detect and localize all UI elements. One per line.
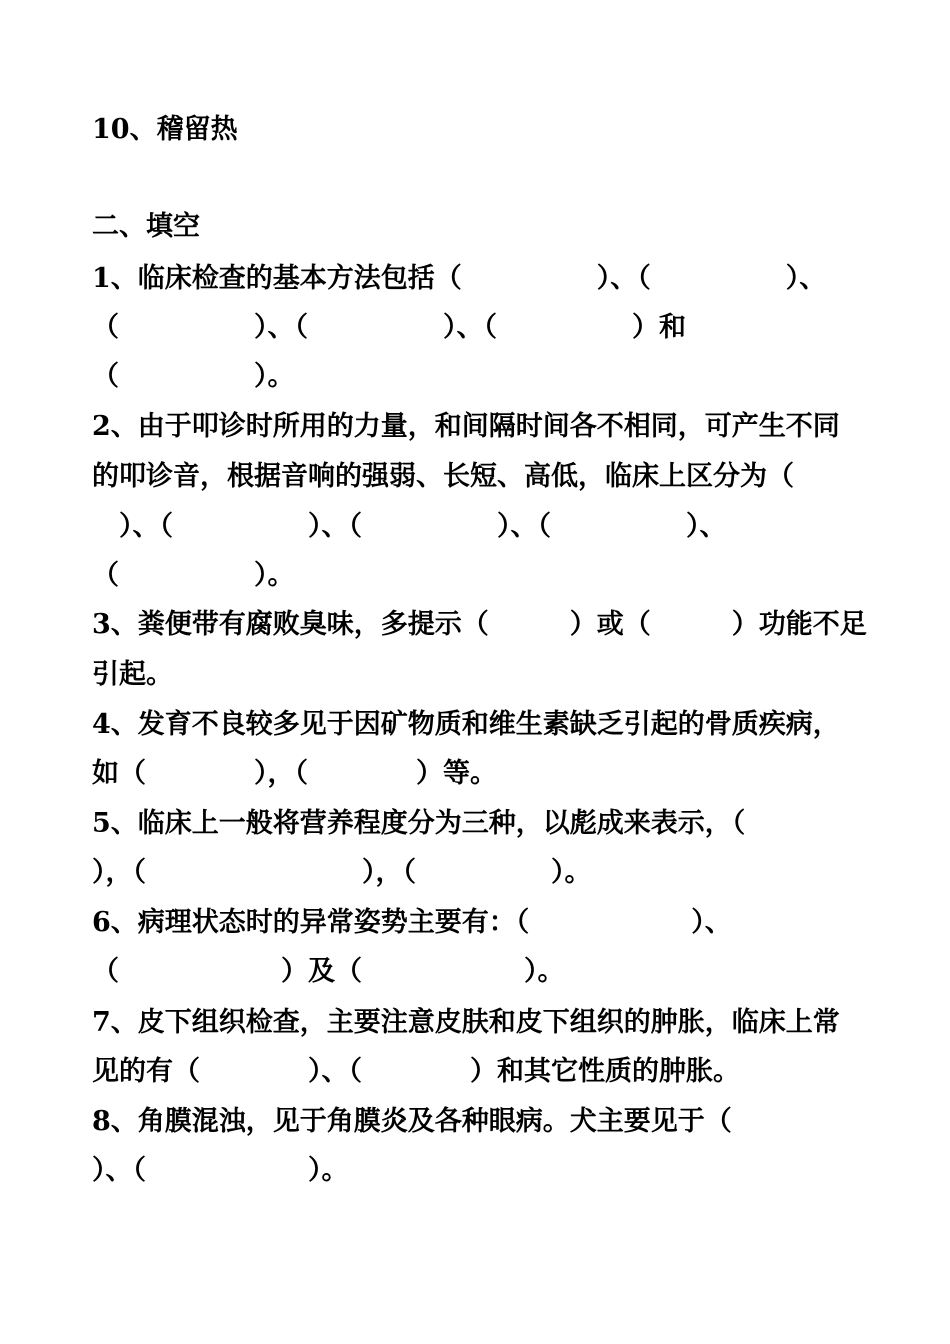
question-2-line-4: （ ）。 [92,560,295,591]
question-5-line-1: 5、临床上一般将营养程度分为三种，以彪成来表示，（ [92,808,746,839]
question-6-line-2: （ ）及（ ）。 [92,956,565,987]
question-4-line-1: 4、发育不良较多见于因矿物质和维生素缺乏引起的骨质疾病， [92,709,840,740]
term-10: 10、稽留热 [92,114,238,145]
question-2-line-1: 2、由于叩诊时所用的力量，和间隔时间各不相同，可产生不同 [92,411,840,442]
question-1-line-3: （ ）。 [92,361,295,392]
question-4-line-2: 如（ ），（ ）等。 [92,758,497,789]
question-3-line-2: 引起。 [92,659,173,690]
question-8-line-1: 8、角膜混浊，见于角膜炎及各种眼病。犬主要见于（ [92,1106,732,1137]
question-5-line-2: ），（ ），（ ）。 [92,857,592,888]
question-3-line-1: 3、粪便带有腐败臭味，多提示（ ）或（ ）功能不足 [92,609,867,640]
question-6-line-1: 6、病理状态时的异常姿势主要有：（ ）、 [92,907,732,938]
question-1-line-1: 1、临床检查的基本方法包括（ ）、（ ）、 [92,263,827,294]
question-8-line-2: ）、（ ）。 [92,1155,349,1186]
section-heading: 二、填空 [92,211,200,242]
question-7-line-2: 见的有（ ）、（ ）和其它性质的肿胀。 [92,1056,740,1087]
question-7-line-1: 7、皮下组织检查，主要注意皮肤和皮下组织的肿胀，临床上常 [92,1007,840,1038]
question-2-line-2: 的叩诊音，根据音响的强弱、长短、高低，临床上区分为（ [92,461,794,492]
question-2-line-3: ）、（ ）、（ ）、（ ）、 [92,511,727,542]
question-1-line-2: （ ）、（ ）、（ ）和 [92,312,686,343]
